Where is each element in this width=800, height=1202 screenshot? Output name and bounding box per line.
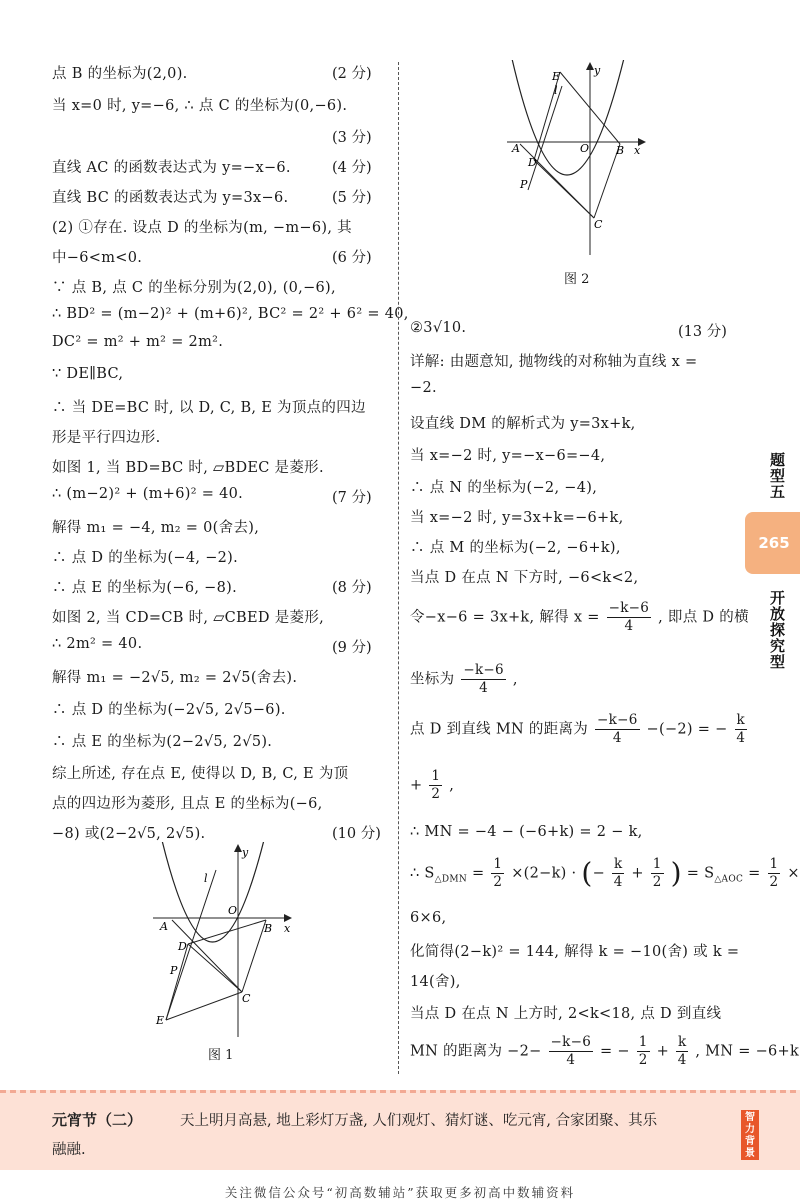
text-line: 点 D 到直线 MN 的距离为 $\frac{-k-6}{4}$ −(−2) = − $\frac{k}{4}$ xyxy=(410,712,746,746)
column-divider xyxy=(398,62,399,1074)
label-l: l xyxy=(554,84,558,97)
score: (2 分) xyxy=(332,66,372,82)
text-line: 综上所述, 存在点 E, 使得以 D, B, C, E 为顶 xyxy=(52,766,349,782)
text-line: 当点 D 在点 N 上方时, 2<k<18, 点 D 到直线 xyxy=(410,1006,722,1022)
text-line: 解得 m₁ = −2√5, m₂ = 2√5(舍去). xyxy=(52,670,298,686)
score: (8 分) xyxy=(332,580,372,596)
text-line: 6×6, xyxy=(410,910,447,926)
score: (7 分) xyxy=(332,490,372,506)
text-line: ∵ DE∥BC, xyxy=(52,366,124,382)
label-D: D xyxy=(528,156,537,169)
banner-text: 融融. xyxy=(52,1142,86,1158)
text-line: −2. xyxy=(410,380,437,396)
label-C: C xyxy=(242,992,251,1005)
text-line: ∴ (m−2)² + (m+6)² = 40. xyxy=(52,486,244,502)
text-line: MN 的距离为 −2− $\frac{-k-6}{4}$ = − $\frac{1}{2}$ + $\frac{k}{4}$ , MN = −6+k xyxy=(410,1034,800,1068)
label-B: B xyxy=(616,144,625,157)
label-E: E xyxy=(552,70,561,83)
score: (9 分) xyxy=(332,640,372,656)
text-line: 令−x−6 = 3x+k, 解得 x = $\frac{-k-6}{4}$ , 即点 D 的横 xyxy=(410,600,749,634)
figure-1-caption: 图 1 xyxy=(208,1048,234,1063)
text-line: 直线 BC 的函数表达式为 y=3x−6. xyxy=(52,190,289,206)
text-line: ∴ 点 E 的坐标为(−6, −8). xyxy=(52,580,238,596)
label-x: x xyxy=(284,922,291,935)
score: (3 分) xyxy=(332,130,372,146)
banner-badge: 智力背景 xyxy=(741,1110,759,1160)
label-y: y xyxy=(594,64,601,77)
subcategory-label: 开放探究型 xyxy=(768,590,786,670)
text-line: 当 x=−2 时, y=3x+k=−6+k, xyxy=(410,510,624,526)
score: (6 分) xyxy=(332,250,372,266)
text-line: 中−6<m<0. xyxy=(52,250,143,266)
banner-text: 天上明月高悬, 地上彩灯万盏, 人们观灯、猜灯谜、吃元宵, 合家团聚、其乐 xyxy=(180,1113,658,1129)
text-line: 14(舍), xyxy=(410,974,461,990)
banner-title: 元宵节（二） xyxy=(52,1111,143,1129)
text-line: 点的四边形为菱形, 且点 E 的坐标为(−6, xyxy=(52,796,323,812)
text-line: 直线 AC 的函数表达式为 y=−x−6. xyxy=(52,160,291,176)
label-E: E xyxy=(156,1014,165,1027)
label-P: P xyxy=(170,964,178,977)
culture-banner xyxy=(0,1093,800,1170)
label-O: O xyxy=(580,142,590,155)
score: (4 分) xyxy=(332,160,372,176)
category-label: 题型五 xyxy=(768,452,786,500)
text-line: ∴ MN = −4 − (−6+k) = 2 − k, xyxy=(410,824,643,840)
text-line: ∴ 点 E 的坐标为(2−2√5, 2√5). xyxy=(52,734,273,750)
text-line: 坐标为 $\frac{-k-6}{4}$ , xyxy=(410,662,518,696)
label-B: B xyxy=(264,922,273,935)
text-line: ∴ 点 D 的坐标为(−4, −2). xyxy=(52,550,239,566)
text-line: 设直线 DM 的解析式为 y=3x+k, xyxy=(410,416,636,432)
text-line: ②3√10. xyxy=(410,320,467,336)
text-line: ∴ 点 M 的坐标为(−2, −6+k), xyxy=(410,540,621,556)
label-A: A xyxy=(160,920,168,933)
label-y: y xyxy=(242,846,249,859)
text-line: (2) ①存在. 设点 D 的坐标为(m, −m−6), 其 xyxy=(52,220,352,236)
text-line: ∴ 点 N 的坐标为(−2, −4), xyxy=(410,480,598,496)
text-line: 解得 m₁ = −4, m₂ = 0(舍去), xyxy=(52,520,260,536)
text-line: + $\frac{1}{2}$ , xyxy=(410,768,455,802)
label-D: D xyxy=(178,940,187,953)
label-A: A xyxy=(512,142,520,155)
text-line: −8) 或(2−2√5, 2√5). xyxy=(52,826,206,842)
text-line: ∴ 2m² = 40. xyxy=(52,636,143,652)
text-line: ∴ 当 DE=BC 时, 以 D, C, B, E 为顶点的四边 xyxy=(52,400,366,416)
text-line: ∵ 点 B, 点 C 的坐标分别为(2,0), (0,−6), xyxy=(52,280,336,296)
label-l: l xyxy=(204,872,208,885)
text-line: 当点 D 在点 N 下方时, −6<k<2, xyxy=(410,570,639,586)
text-line: 详解: 由题意知, 抛物线的对称轴为直线 x = xyxy=(410,354,698,370)
score: (5 分) xyxy=(332,190,372,206)
footer-note: 关注微信公众号“初高数辅站”获取更多初高中数辅资料 xyxy=(224,1185,576,1200)
text-line: ∴ 点 D 的坐标为(−2√5, 2√5−6). xyxy=(52,702,286,718)
label-P: P xyxy=(520,178,528,191)
label-C: C xyxy=(594,218,603,231)
text-line: ∴ BD² = (m−2)² + (m+6)², BC² = 2² + 6² = 40, xyxy=(52,306,409,322)
text-line: 如图 1, 当 BD=BC 时, ▱BDEC 是菱形. xyxy=(52,460,324,476)
page-number: 265 xyxy=(758,534,790,552)
text-line: 点 B 的坐标为(2,0). xyxy=(52,66,188,82)
text-line: 当 x=0 时, y=−6, ∴ 点 C 的坐标为(0,−6). xyxy=(52,98,348,114)
text-line: 形是平行四边形. xyxy=(52,430,161,446)
label-O: O xyxy=(228,904,238,917)
text-line: ∴ $S_{\triangle DMN}$ = $\frac{1}{2}$ ×(2−k) · (− $\frac{k}{4}$ + $\frac{1}{2}$ ) = $S_{\triangle AOC}$ = $\frac{1}{2}$ × xyxy=(410,856,800,890)
figure-2-caption: 图 2 xyxy=(564,272,590,287)
label-x: x xyxy=(634,144,641,157)
text-line: 当 x=−2 时, y=−x−6=−4, xyxy=(410,448,606,464)
text-line: DC² = m² + m² = 2m². xyxy=(52,334,224,350)
text-line: 如图 2, 当 CD=CB 时, ▱CBED 是菱形, xyxy=(52,610,325,626)
figure-1 xyxy=(148,842,298,1042)
score: (10 分) xyxy=(332,826,381,842)
text-line: 化简得(2−k)² = 144, 解得 k = −10(舍) 或 k = xyxy=(410,944,740,960)
figure-2 xyxy=(502,60,652,260)
score: (13 分) xyxy=(678,324,727,340)
